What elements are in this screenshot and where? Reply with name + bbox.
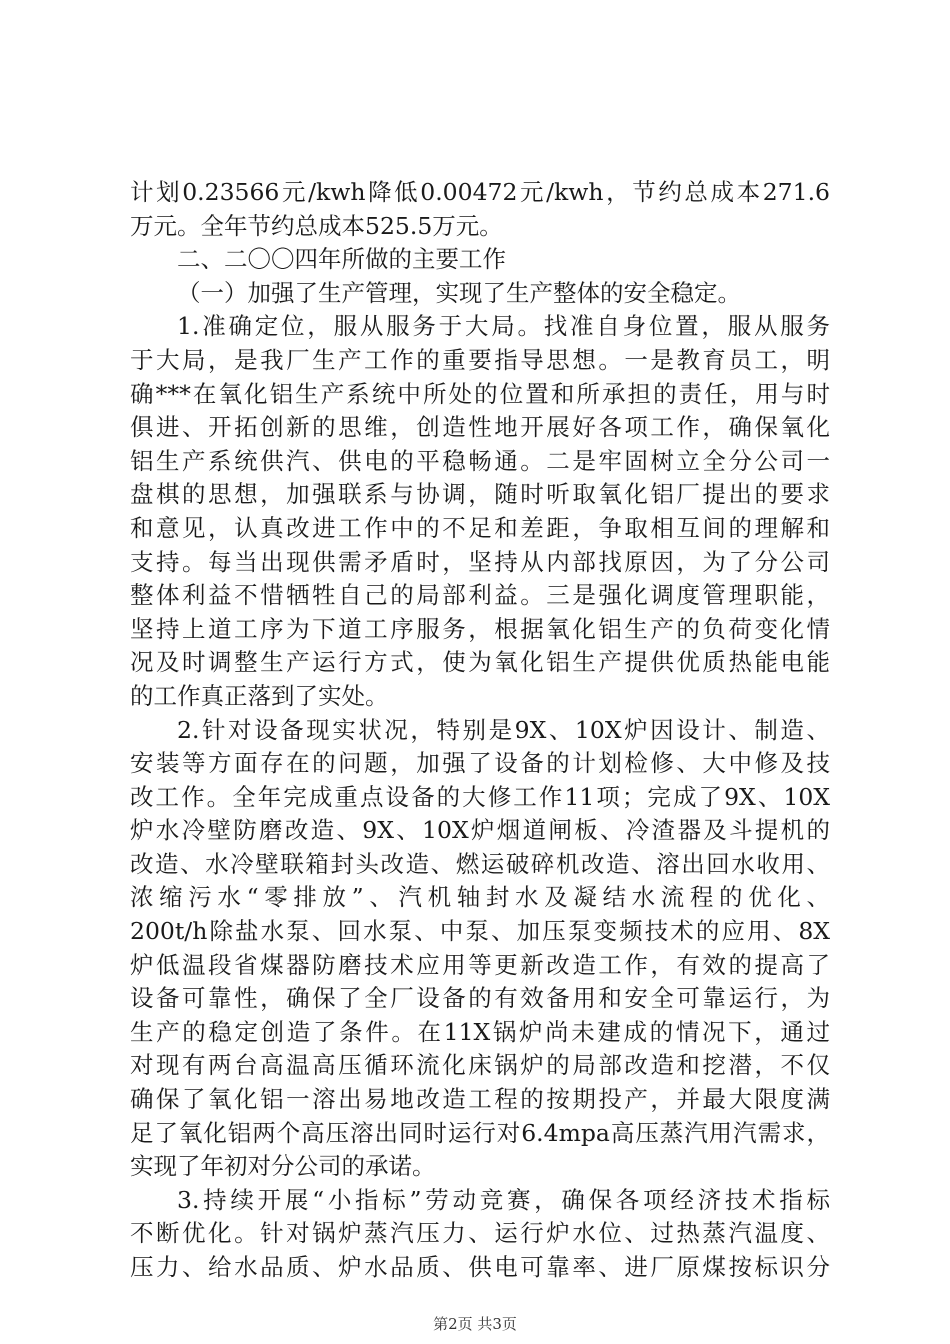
text-line: 足了氧化铝两个高压溶出同时运行对6.4mpa高压蒸汽用汽需求， — [130, 1118, 830, 1147]
text-line: 改工作。全年完成重点设备的大修工作11项；完成了9X、10X — [130, 782, 830, 811]
text-line: 整体利益不惜牺牲自己的局部利益。三是强化调度管理职能， — [130, 581, 830, 610]
text-line: 确保了氧化铝一溶出易地改造工程的按期投产，并最大限度满 — [130, 1085, 830, 1114]
text-line: 炉水冷壁防磨改造、9X、10X炉烟道闸板、冷渣器及斗提机的 — [130, 816, 830, 845]
text-line: 况及时调整生产运行方式，使为氧化铝生产提供优质热能电能 — [130, 648, 830, 677]
text-line: 200t/h除盐水泵、回水泵、中泵、加压泵变频技术的应用、8X — [130, 917, 830, 946]
text-line: 安装等方面存在的问题，加强了设备的计划检修、大中修及技 — [130, 749, 830, 778]
text-line: 对现有两台高温高压循环流化床锅炉的局部改造和挖潜，不仅 — [130, 1051, 830, 1080]
text-line: 实现了年初对分公司的承诺。 — [130, 1152, 436, 1181]
text-line: 确***在氧化铝生产系统中所处的位置和所承担的责任，用与时 — [130, 379, 830, 408]
document-body — [130, 176, 830, 1285]
text-line: 铝生产系统供汽、供电的平稳畅通。二是牢固树立全分公司一 — [130, 446, 830, 475]
text-line: 生产的稳定创造了条件。在11X锅炉尚未建成的情况下，通过 — [130, 1017, 830, 1046]
text-line: 3.持续开展“小指标”劳动竞赛，确保各项经济技术指标 — [177, 1185, 830, 1214]
text-line: 浓缩污水“零排放”、汽机轴封水及凝结水流程的优化、 — [130, 883, 830, 912]
text-line: 俱进、开拓创新的思维，创造性地开展好各项工作，确保氧化 — [130, 413, 830, 442]
text-line: 计划0.23566元/kwh降低0.00472元/kwh，节约总成本271.6 — [130, 178, 830, 206]
text-line: 二、二〇〇四年所做的主要工作 — [177, 245, 506, 274]
text-line: 压力、给水品质、炉水品质、供电可靠率、进厂原煤按标识分 — [130, 1253, 830, 1281]
text-line: 万元。全年节约总成本525.5万元。 — [130, 211, 503, 240]
text-line: 于大局，是我厂生产工作的重要指导思想。一是教育员工，明 — [130, 345, 830, 374]
text-line: 和意见，认真改进工作中的不足和差距，争取相互间的理解和 — [130, 513, 830, 542]
text-line: 2.针对设备现实状况，特别是9X、10X炉因设计、制造、 — [177, 715, 830, 744]
text-line: 盘棋的思想，加强联系与协调，随时听取氧化铝厂提出的要求 — [130, 480, 830, 509]
text-line: 炉低温段省煤器防磨技术应用等更新改造工作，有效的提高了 — [130, 950, 830, 979]
text-line: 坚持上道工序为下道工序服务，根据氧化铝生产的负荷变化情 — [130, 614, 830, 643]
text-line: （一）加强了生产管理，实现了生产整体的安全稳定。 — [177, 278, 741, 307]
text-line: 不断优化。针对锅炉蒸汽压力、运行炉水位、过热蒸汽温度、 — [130, 1219, 830, 1248]
text-line: 设备可靠性，确保了全厂设备的有效备用和安全可靠运行，为 — [130, 984, 830, 1013]
text-line: 改造、水冷壁联箱封头改造、燃运破碎机改造、溶出回水收用、 — [130, 849, 830, 878]
text-line: 支持。每当出现供需矛盾时，坚持从内部找原因，为了分公司 — [130, 547, 830, 576]
text-line: 1.准确定位，服从服务于大局。找准自身位置，服从服务 — [177, 312, 830, 341]
page-footer: 第2页 共3页 — [433, 1315, 517, 1333]
text-line: 的工作真正落到了实处。 — [130, 681, 389, 710]
